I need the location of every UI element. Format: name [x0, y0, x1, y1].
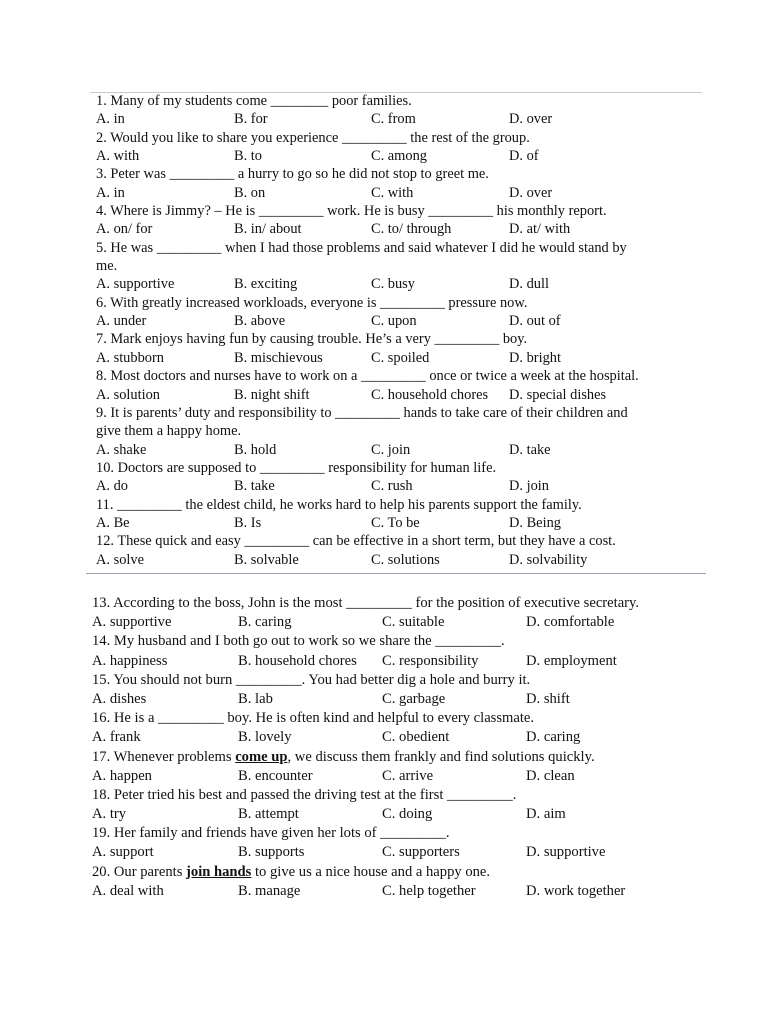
question-2-options [96, 147, 696, 165]
question-15-options [92, 690, 722, 709]
questions-section-2 [92, 594, 722, 901]
option-b: B. lab [238, 690, 273, 707]
question-12-stem: 12. These quick and easy _________ can be effective in a short term, but they have a cost. [96, 533, 616, 550]
question-6-stem: 6. With greatly increased workloads, everyone is _________ pressure now. [96, 294, 528, 311]
question-5-stem: 5. He was _________ when I had those problems and said whatever I did he would stand by [96, 239, 627, 256]
option-b: B. supports [238, 844, 305, 861]
question-7-options [96, 349, 696, 367]
option-c: C. spoiled [371, 349, 430, 366]
option-c: C. among [371, 148, 427, 165]
option-d: D. of [509, 148, 539, 165]
questions-section-1 [96, 92, 696, 569]
question-1-stem: 1. Many of my students come ________ poor families. [96, 93, 412, 109]
question-12-options [96, 551, 696, 569]
option-c: C. supporters [382, 844, 460, 861]
option-d: D. comfortable [526, 614, 615, 631]
question-10-options [96, 477, 696, 495]
option-a: A. supportive [92, 614, 172, 631]
key-phrase: join hands [186, 863, 252, 880]
option-d: D. supportive [526, 844, 606, 861]
question-16-options [92, 728, 722, 747]
option-a: A. in [96, 184, 125, 201]
option-d: D. aim [526, 806, 566, 823]
option-a: A. support [92, 844, 154, 861]
question-18-stem: 18. Peter tried his best and passed the driving test at the first _________. [92, 786, 517, 803]
question-5-options [96, 275, 696, 293]
option-b: B. hold [234, 441, 277, 458]
question-8-stem: 8. Most doctors and nurses have to work on a _________ once or twice a week at the hospital. [96, 368, 639, 385]
question-13-options [92, 613, 722, 632]
option-b: B. for [234, 111, 268, 128]
option-c: C. arrive [382, 767, 434, 784]
option-c: C. obedient [382, 729, 450, 746]
option-b: B. in/ about [234, 221, 302, 238]
option-a: A. solve [96, 551, 144, 568]
option-d: D. at/ with [509, 221, 571, 238]
stem-text: to give us a nice house and a happy one. [251, 863, 491, 880]
option-a: A. happen [92, 767, 152, 784]
question-9-options [96, 441, 696, 459]
option-b: B. manage [238, 882, 301, 899]
option-b: B. encounter [238, 767, 313, 784]
option-d: D. take [509, 441, 551, 458]
option-c: C. solutions [371, 551, 440, 568]
option-c: C. To be [371, 514, 420, 531]
question-4-stem: 4. Where is Jimmy? – He is _________ work. He is busy _________ his monthly report. [96, 203, 607, 220]
option-c: C. household chores [371, 386, 489, 403]
question-3-options [96, 184, 696, 202]
question-13-stem: 13. According to the boss, John is the most _________ for the position of executive secretary. [92, 595, 640, 611]
question-3-stem: 3. Peter was _________ a hurry to go so he did not stop to greet me. [96, 166, 489, 183]
option-c: C. from [371, 111, 416, 128]
option-a: A. in [96, 111, 125, 128]
question-5-stem-continued: me. [96, 258, 118, 275]
stem-text: 17. Whenever problems [92, 748, 236, 765]
question-14-options [92, 652, 722, 671]
question-4-options [96, 220, 696, 238]
stem-text: , we discuss them frankly and find solutions quickly. [287, 748, 595, 765]
option-b: B. caring [238, 614, 292, 631]
option-a: A. shake [96, 441, 147, 458]
option-d: D. join [509, 478, 549, 495]
option-b: B. attempt [238, 806, 299, 823]
option-a: A. do [96, 478, 128, 495]
option-d: D. caring [526, 729, 581, 746]
question-8-options [96, 386, 696, 404]
option-c: C. garbage [382, 690, 446, 707]
option-a: A. on/ for [96, 221, 153, 238]
option-a: A. under [96, 313, 147, 330]
question-1-options [96, 110, 696, 128]
question-19-stem: 19. Her family and friends have given her lots of _________. [92, 825, 450, 842]
key-phrase: come up [235, 748, 288, 765]
option-b: B. exciting [234, 276, 298, 293]
option-d: D. bright [509, 349, 561, 366]
option-d: D. Being [509, 514, 561, 531]
option-b: B. above [234, 313, 286, 330]
option-d: D. clean [526, 767, 575, 784]
option-c: C. upon [371, 313, 417, 330]
question-15-stem: 15. You should not burn _________. You had better dig a hole and burry it. [92, 671, 531, 688]
option-b: B. night shift [234, 386, 310, 403]
option-d: D. employment [526, 652, 617, 669]
option-c: C. to/ through [371, 221, 452, 238]
option-a: A. deal with [92, 882, 164, 899]
option-c: C. responsibility [382, 652, 479, 669]
option-d: D. out of [509, 313, 561, 330]
question-7-stem: 7. Mark enjoys having fun by causing trouble. He’s a very _________ boy. [96, 331, 528, 348]
option-b: B. household chores [238, 652, 357, 669]
option-b: B. solvable [234, 551, 299, 568]
question-18-options [92, 805, 722, 824]
option-c: C. suitable [382, 614, 445, 631]
stem-text: 20. Our parents [92, 863, 187, 880]
option-d: D. dull [509, 276, 549, 293]
option-a: A. try [92, 806, 127, 823]
option-b: B. Is [234, 514, 262, 531]
option-c: C. doing [382, 806, 433, 823]
option-b: B. on [234, 184, 266, 201]
option-d: D. over [509, 111, 553, 128]
question-17-stem [92, 748, 722, 767]
question-11-options [96, 514, 696, 532]
option-a: A. happiness [92, 652, 168, 669]
option-a: A. supportive [96, 276, 175, 293]
option-a: A. Be [96, 514, 130, 531]
question-19-options [92, 843, 722, 862]
option-a: A. dishes [92, 690, 147, 707]
option-d: D. over [509, 184, 553, 201]
question-9-stem: 9. It is parents’ duty and responsibility to _________ hands to take care of their children and [96, 404, 628, 421]
question-14-stem: 14. My husband and I both go out to work so we share the _________. [92, 633, 505, 650]
option-d: D. solvability [509, 551, 588, 568]
question-17-options [92, 767, 722, 786]
option-c: C. help together [382, 882, 476, 899]
option-a: A. frank [92, 729, 141, 746]
question-20-options [92, 882, 722, 901]
option-a: A. with [96, 148, 140, 165]
question-9-stem-continued: give them a happy home. [96, 423, 242, 440]
option-d: D. shift [526, 690, 570, 707]
option-d: D. work together [526, 882, 626, 899]
section-divider [86, 573, 706, 574]
option-a: A. solution [96, 386, 160, 403]
question-6-options [96, 312, 696, 330]
question-10-stem: 10. Doctors are supposed to _________ responsibility for human life. [96, 459, 497, 476]
question-11-stem: 11. _________ the eldest child, he works hard to help his parents support the family. [96, 496, 582, 513]
option-c: C. join [371, 441, 411, 458]
option-c: C. rush [371, 478, 413, 495]
option-b: B. to [234, 148, 262, 165]
question-20-stem [92, 863, 722, 882]
option-a: A. stubborn [96, 349, 164, 366]
option-d: D. special dishes [509, 386, 607, 403]
option-b: B. take [234, 478, 275, 495]
option-c: C. busy [371, 276, 415, 293]
question-2-stem: 2. Would you like to share you experience _________ the rest of the group. [96, 129, 530, 146]
option-c: C. with [371, 184, 414, 201]
option-b: B. lovely [238, 729, 292, 746]
question-16-stem: 16. He is a _________ boy. He is often kind and helpful to every classmate. [92, 710, 535, 727]
option-b: B. mischievous [234, 349, 323, 366]
